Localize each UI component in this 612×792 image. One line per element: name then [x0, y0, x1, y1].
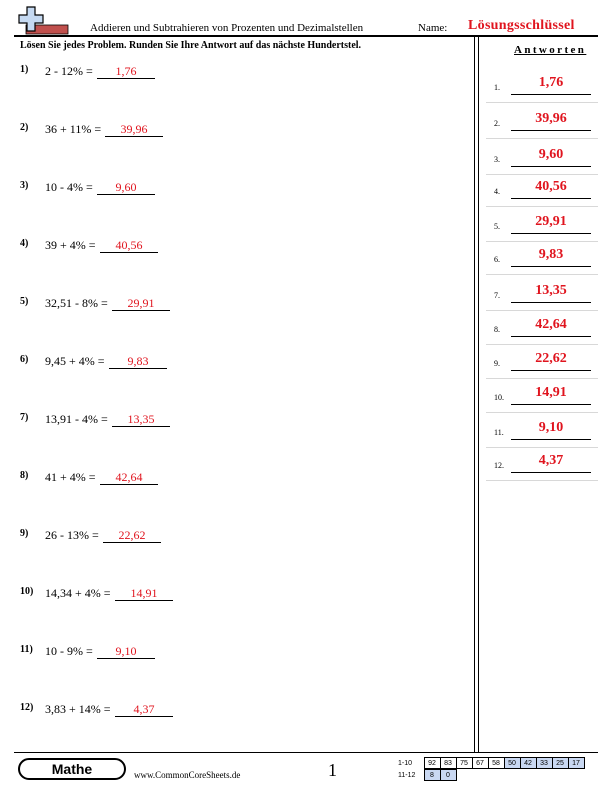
page-number: 1	[328, 760, 337, 780]
answer-value: 39,96	[535, 111, 567, 126]
answer-line	[511, 233, 591, 234]
answer-line	[511, 336, 591, 337]
score-cell: 33	[536, 758, 552, 769]
answer-item	[494, 108, 594, 132]
answer-separator	[486, 344, 598, 345]
answer-line	[511, 94, 591, 95]
answer-line	[511, 404, 591, 405]
problem-number: 2)	[20, 122, 29, 133]
problem-answer: 9,83	[127, 354, 149, 368]
score-cell: 67	[472, 758, 488, 769]
problem-answer: 9,60	[115, 180, 137, 194]
problem-expression: 13,91 - 4% =	[45, 412, 108, 426]
score-cell: 92	[424, 758, 440, 769]
score-table-row-2	[398, 769, 457, 781]
score-cell: 50	[504, 758, 520, 769]
answer-item	[494, 450, 594, 474]
answer-number: 5.	[494, 222, 500, 231]
answer-line	[511, 370, 591, 371]
answer-line	[511, 439, 591, 440]
answer-separator	[486, 102, 598, 103]
problem-answer: 39,96	[120, 122, 148, 136]
answer-value: 1,76	[538, 75, 564, 90]
score-cell: 42	[520, 758, 536, 769]
answer-value: 4,37	[538, 453, 564, 468]
problem-answer: 40,56	[115, 238, 143, 252]
answer-item	[494, 144, 594, 168]
problem-answer: 13,35	[127, 412, 155, 426]
plus-minus-logo-icon	[14, 6, 70, 36]
problem-answer: 29,91	[127, 296, 155, 310]
score-range-label: 11-12	[398, 771, 416, 779]
answer-value: 22,62	[535, 351, 567, 366]
answer-item	[494, 382, 594, 406]
website-link[interactable]: www.CommonCoreSheets.de	[134, 770, 241, 780]
problem-answer: 9,10	[115, 644, 137, 658]
score-range-label: 1-10	[398, 759, 413, 767]
problem-number: 5)	[20, 296, 29, 307]
problem-number: 3)	[20, 180, 29, 191]
answer-line	[511, 130, 591, 131]
answer-number: 8.	[494, 325, 500, 334]
answer-separator	[486, 447, 598, 448]
answer-line	[511, 166, 591, 167]
score-cell: 58	[488, 758, 504, 769]
problem-number: 6)	[20, 354, 29, 365]
answer-value: 9,83	[538, 247, 564, 262]
answer-number: 11.	[494, 428, 504, 437]
answer-value: 9,10	[538, 420, 564, 435]
score-cell: 0	[440, 770, 456, 781]
answer-line	[511, 266, 591, 267]
answer-value: 9,60	[538, 147, 564, 162]
answer-number: 9.	[494, 359, 500, 368]
answer-number: 6.	[494, 255, 500, 264]
score-cell: 17	[568, 758, 584, 769]
problem-expression: 32,51 - 8% =	[45, 296, 108, 310]
problem-expression: 2 - 12% =	[45, 64, 93, 78]
answer-number: 3.	[494, 155, 500, 164]
worksheet-title: Addieren und Subtrahieren von Prozenten und Dezimalstellen	[90, 22, 364, 34]
problem-expression: 41 + 4% =	[45, 470, 96, 484]
answer-key-title: Lösungsschlüssel	[468, 18, 575, 33]
column-divider	[474, 37, 479, 752]
answer-value: 14,91	[535, 385, 567, 400]
subject-badge: Mathe	[18, 758, 126, 780]
answer-item	[494, 314, 594, 338]
answer-item	[494, 72, 594, 96]
answer-line	[511, 302, 591, 303]
answer-separator	[486, 206, 598, 207]
answer-number: 12.	[494, 461, 504, 470]
problem-answer: 14,91	[130, 586, 158, 600]
problem-number: 4)	[20, 238, 29, 249]
answer-separator	[486, 274, 598, 275]
answer-item	[494, 244, 594, 268]
problem-answer: 42,64	[115, 470, 143, 484]
problem-expression: 10 - 9% =	[45, 644, 93, 658]
answer-separator	[486, 241, 598, 242]
answer-number: 2.	[494, 119, 500, 128]
answer-line	[511, 198, 591, 199]
answer-value: 40,56	[535, 179, 567, 194]
problem-expression: 39 + 4% =	[45, 238, 96, 252]
answer-item	[494, 176, 594, 200]
problem-number: 12)	[20, 702, 34, 713]
problem-answer: 4,37	[133, 702, 155, 716]
footer-rule	[14, 752, 598, 753]
problem-expression: 10 - 4% =	[45, 180, 93, 194]
problem-number: 9)	[20, 528, 29, 539]
answer-number: 4.	[494, 187, 500, 196]
answer-separator	[486, 174, 598, 175]
answer-number: 7.	[494, 291, 500, 300]
answer-separator	[486, 480, 598, 481]
answer-number: 1.	[494, 83, 500, 92]
problem-number: 10)	[20, 586, 34, 597]
problem-number: 7)	[20, 412, 29, 423]
answer-item	[494, 211, 594, 235]
problem-expression: 9,45 + 4% =	[45, 354, 105, 368]
problem-number: 11)	[20, 644, 33, 655]
problem-expression: 36 + 11% =	[45, 122, 102, 136]
score-cell: 8	[424, 770, 440, 781]
answer-value: 29,91	[535, 214, 567, 229]
answer-item	[494, 417, 594, 441]
answer-value: 13,35	[535, 283, 567, 298]
answers-heading: Antworten	[514, 44, 587, 56]
problem-answer: 22,62	[118, 528, 146, 542]
problem-expression: 14,34 + 4% =	[45, 586, 111, 600]
problem-answer: 1,76	[115, 64, 137, 78]
answer-number: 10.	[494, 393, 504, 402]
score-cell: 75	[456, 758, 472, 769]
answer-separator	[486, 310, 598, 311]
answer-separator	[486, 412, 598, 413]
problem-expression: 3,83 + 14% =	[45, 702, 111, 716]
score-cell: 25	[552, 758, 568, 769]
answer-item	[494, 348, 594, 372]
problem-number: 8)	[20, 470, 29, 481]
answer-item	[494, 280, 594, 304]
name-label: Name:	[418, 22, 448, 34]
instructions: Lösen Sie jedes Problem. Runden Sie Ihre Antwort auf das nächste Hundertstel.	[20, 40, 362, 51]
worksheet-header	[0, 0, 612, 36]
answer-separator	[486, 138, 598, 139]
problem-expression: 26 - 13% =	[45, 528, 99, 542]
answer-value: 42,64	[535, 317, 567, 332]
score-cell: 83	[440, 758, 456, 769]
answer-line	[511, 472, 591, 473]
problem-number: 1)	[20, 64, 29, 75]
score-table-row-1	[398, 757, 585, 769]
header-rule	[14, 35, 598, 37]
answer-separator	[486, 378, 598, 379]
